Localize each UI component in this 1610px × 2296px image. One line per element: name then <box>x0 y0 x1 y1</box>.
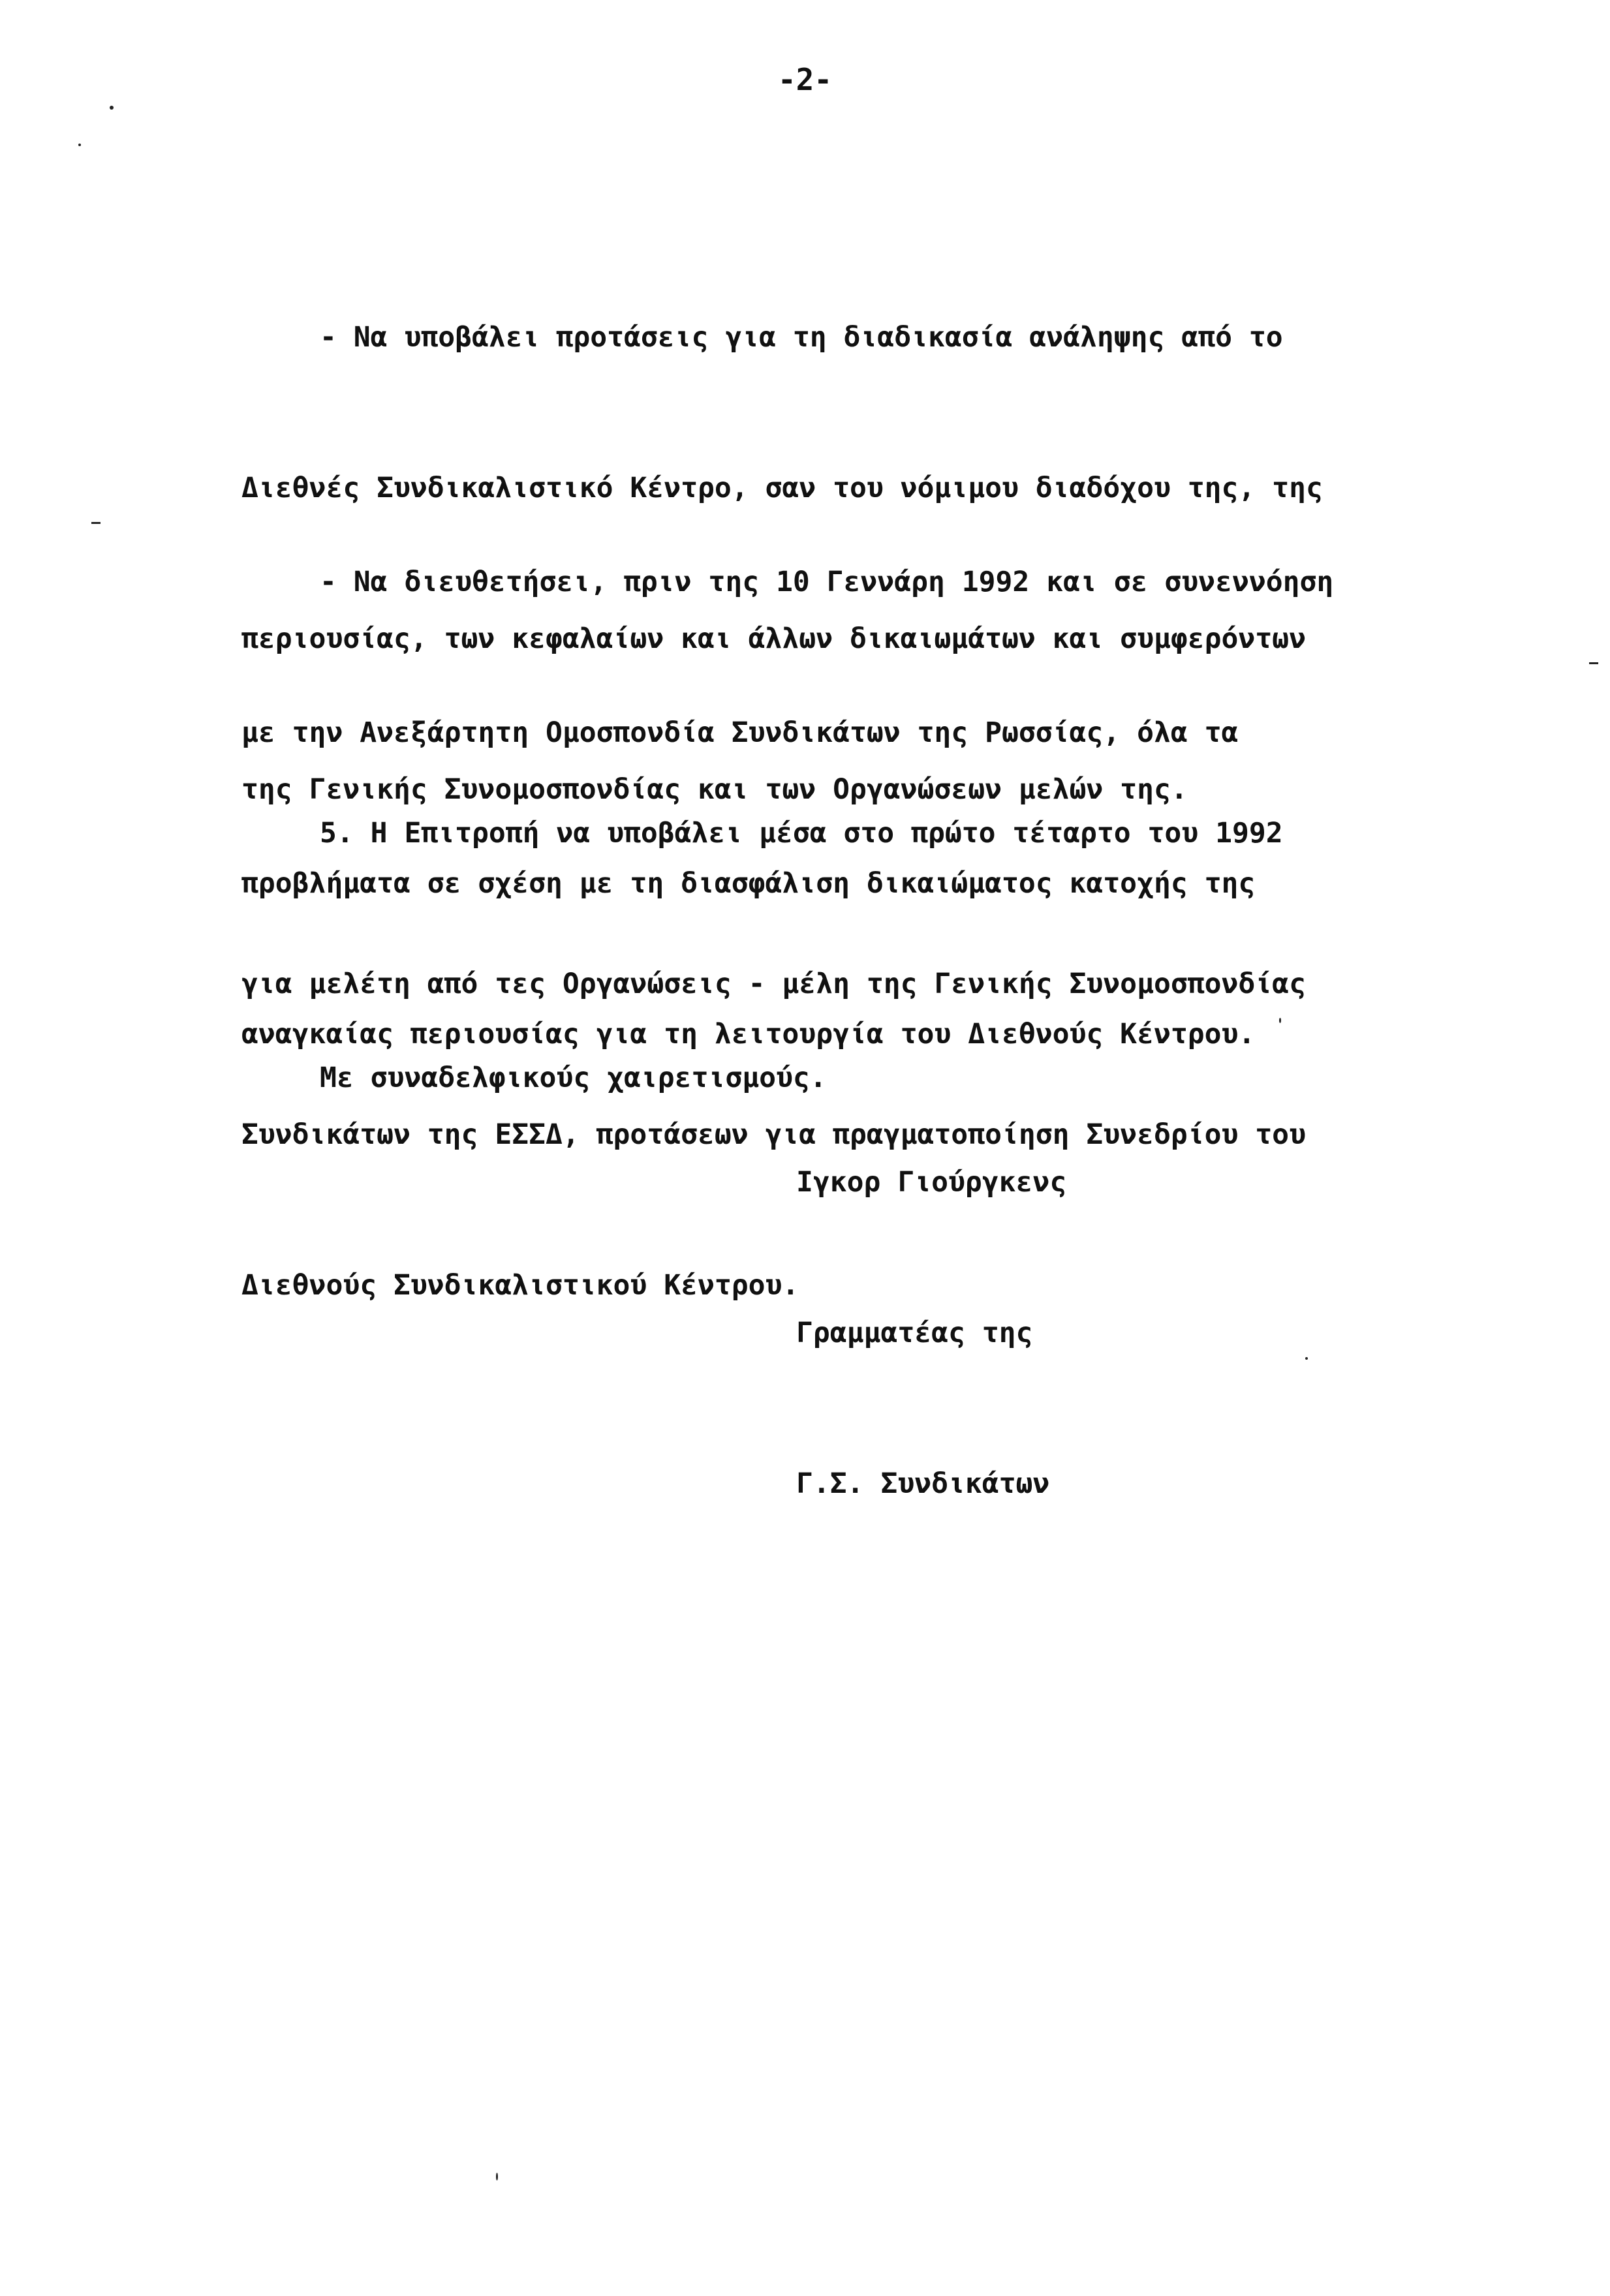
signatory-title: Γραμματέας της <box>796 1317 1033 1349</box>
paragraph-line: 5. Η Επιτροπή να υποβάλει μέσα στο πρώτο τέταρτο του 1992 <box>320 817 1283 850</box>
closing-line: Με συναδελφικούς χαιρετισμούς. <box>320 1062 827 1094</box>
paragraph-line: με την Ανεξάρτητη Ομοσπονδία Συνδικάτων της Ρωσσίας, όλα τα <box>241 716 1239 749</box>
paragraph-line: Διεθνούς Συνδικαλιστικού Κέντρου. <box>241 1269 799 1302</box>
scan-speck <box>1279 1018 1281 1023</box>
paragraph-line: Διεθνές Συνδικαλιστικό Κέντρο, σαν του νόμιμου διαδόχου της, της <box>241 472 1323 504</box>
paragraph-line: προβλήματα σε σχέση με τη διασφάλιση δικαιώματος κατοχής της <box>241 867 1256 900</box>
signatory-organization: Γ.Σ. Συνδικάτων <box>796 1467 1050 1500</box>
scan-speck <box>110 106 114 110</box>
paragraph-line: αναγκαίας περιουσίας για τη λειτουργία του Διεθνούς Κέντρου. <box>241 1018 1256 1050</box>
paragraph-line: - Να υποβάλει προτάσεις για τη διαδικασία ανάληψης από το <box>320 321 1283 354</box>
paragraph-line: περιουσίας, των κεφαλαίων και άλλων δικαιωμάτων και συμφερόντων <box>241 622 1306 655</box>
scan-speck <box>496 2173 498 2181</box>
paragraph-line: Συνδικάτων της ΕΣΣΔ, προτάσεων για πραγματοποίηση Συνεδρίου του <box>241 1118 1306 1151</box>
paragraph-line: της Γενικής Συνομοσπονδίας και των Οργανώσεων μελών της. <box>241 773 1188 806</box>
scan-speck <box>1305 1357 1308 1360</box>
scan-speck <box>91 522 101 524</box>
paragraph-line: - Να διευθετήσει, πριν της 10 Γεννάρη 1992 και σε συνεννόηση <box>320 566 1334 598</box>
scan-speck <box>78 144 81 146</box>
signatory-name: Ιγκορ Γιούργκενς <box>796 1166 1067 1199</box>
page-number: -2- <box>777 62 833 97</box>
signature-block <box>796 1057 1610 1559</box>
scan-speck <box>1589 662 1598 664</box>
paragraph-line: για μελέτη από τες Οργανώσεις - μέλη της Γενικής Συνομοσπονδίας <box>241 968 1306 1000</box>
